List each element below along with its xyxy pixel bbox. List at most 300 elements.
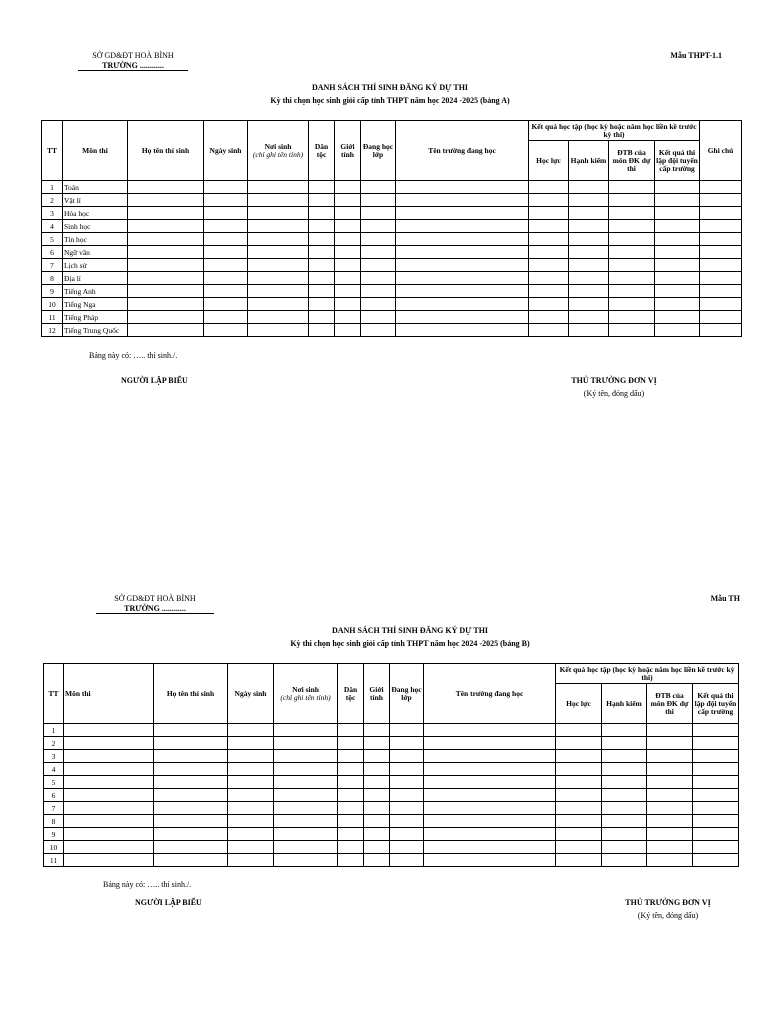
table-cell[interactable] [248, 207, 309, 220]
table-cell[interactable] [396, 311, 529, 324]
table-cell[interactable] [154, 789, 228, 802]
table-cell[interactable] [556, 789, 602, 802]
table-cell[interactable] [204, 181, 248, 194]
table-row [44, 789, 739, 802]
table-cell[interactable] [569, 298, 609, 311]
table-cell[interactable] [309, 272, 335, 285]
table-cell[interactable] [128, 246, 204, 259]
table-cell[interactable] [556, 854, 602, 867]
table-cell[interactable] [700, 194, 742, 207]
table-cell[interactable] [529, 194, 569, 207]
table-cell[interactable] [569, 207, 609, 220]
table-cell[interactable] [569, 233, 609, 246]
header-name: Họ tên thí sinh [154, 664, 228, 724]
table-cell[interactable] [529, 324, 569, 337]
table-row [42, 246, 742, 259]
table-cell[interactable] [335, 285, 361, 298]
header-subject: Môn thi [64, 664, 154, 724]
table-cell[interactable] [396, 194, 529, 207]
table-cell[interactable] [364, 737, 390, 750]
table-cell[interactable] [602, 750, 647, 763]
table-cell[interactable] [248, 324, 309, 337]
table-cell[interactable] [204, 324, 248, 337]
table-cell[interactable] [128, 194, 204, 207]
table-cell[interactable] [424, 724, 556, 737]
table-cell[interactable] [64, 802, 154, 815]
table-cell[interactable] [700, 298, 742, 311]
table-cell[interactable] [655, 246, 700, 259]
table-cell[interactable] [361, 259, 396, 272]
table-cell[interactable] [228, 841, 274, 854]
table-cell[interactable] [361, 246, 396, 259]
table-cell[interactable] [609, 324, 655, 337]
table-cell[interactable] [338, 802, 364, 815]
table-cell[interactable] [274, 776, 338, 789]
table-cell[interactable] [228, 789, 274, 802]
table-cell[interactable] [655, 207, 700, 220]
table-cell[interactable] [248, 259, 309, 272]
table-cell[interactable] [228, 815, 274, 828]
header-results-group: Kết quả học tập (học kỳ hoặc năm học liền kề trước kỳ thi) [529, 121, 700, 141]
table-cell[interactable] [693, 854, 739, 867]
table-cell[interactable] [609, 207, 655, 220]
table-cell[interactable] [364, 724, 390, 737]
table-cell[interactable] [204, 259, 248, 272]
table-cell[interactable] [361, 233, 396, 246]
table-cell[interactable] [609, 311, 655, 324]
table-cell[interactable] [602, 828, 647, 841]
table-cell[interactable] [647, 828, 693, 841]
row-number: 5 [44, 776, 64, 789]
table-cell[interactable] [309, 298, 335, 311]
table-cell[interactable] [338, 750, 364, 763]
table-cell[interactable] [228, 737, 274, 750]
table-cell[interactable] [154, 750, 228, 763]
table-cell[interactable] [529, 259, 569, 272]
table-cell[interactable] [390, 737, 424, 750]
table-cell[interactable] [700, 311, 742, 324]
table-cell[interactable] [228, 724, 274, 737]
table-cell[interactable] [128, 311, 204, 324]
table-cell[interactable] [569, 194, 609, 207]
table-cell[interactable] [609, 181, 655, 194]
table-row [42, 181, 742, 194]
table-cell[interactable] [390, 750, 424, 763]
table-cell[interactable] [361, 311, 396, 324]
table-cell[interactable] [335, 194, 361, 207]
table-cell[interactable] [647, 776, 693, 789]
table-cell[interactable] [248, 285, 309, 298]
table-row [42, 324, 742, 337]
table-cell[interactable] [274, 737, 338, 750]
table-cell[interactable] [228, 828, 274, 841]
table-cell[interactable] [274, 802, 338, 815]
table-cell[interactable] [204, 298, 248, 311]
table-cell[interactable] [64, 737, 154, 750]
table-cell[interactable] [361, 194, 396, 207]
table-cell[interactable] [204, 220, 248, 233]
table-cell[interactable] [569, 259, 609, 272]
table-cell[interactable] [529, 220, 569, 233]
school-name: TRƯỜNG ............ [96, 604, 214, 614]
table-cell[interactable] [396, 220, 529, 233]
table-cell[interactable] [556, 802, 602, 815]
table-cell[interactable] [693, 776, 739, 789]
table-cell[interactable] [338, 724, 364, 737]
candidate-count: Bảng này có: ….. thí sinh./. [103, 880, 192, 889]
table-cell[interactable] [693, 763, 739, 776]
table-cell[interactable] [274, 841, 338, 854]
table-cell[interactable] [609, 285, 655, 298]
table-cell[interactable] [335, 311, 361, 324]
table-cell[interactable] [424, 841, 556, 854]
table-cell[interactable] [556, 763, 602, 776]
table-cell[interactable] [529, 207, 569, 220]
table-cell[interactable] [361, 285, 396, 298]
table-cell[interactable] [424, 828, 556, 841]
table-cell[interactable] [309, 220, 335, 233]
table-cell[interactable] [338, 737, 364, 750]
table-cell[interactable] [248, 298, 309, 311]
table-cell[interactable] [64, 854, 154, 867]
table-cell[interactable] [529, 285, 569, 298]
table-cell[interactable] [364, 854, 390, 867]
table-cell[interactable] [335, 181, 361, 194]
table-cell[interactable] [693, 802, 739, 815]
table-cell[interactable] [609, 194, 655, 207]
table-cell[interactable] [602, 841, 647, 854]
table-cell[interactable] [700, 233, 742, 246]
table-cell[interactable] [396, 324, 529, 337]
table-cell[interactable] [364, 789, 390, 802]
table-cell[interactable] [154, 737, 228, 750]
table-cell[interactable] [154, 802, 228, 815]
table-cell[interactable] [128, 181, 204, 194]
table-cell[interactable] [693, 750, 739, 763]
table-cell[interactable] [390, 789, 424, 802]
table-cell[interactable] [309, 246, 335, 259]
table-cell[interactable] [364, 763, 390, 776]
table-cell[interactable] [556, 841, 602, 854]
table-cell[interactable] [700, 207, 742, 220]
table-cell[interactable] [274, 789, 338, 802]
table-cell[interactable] [647, 854, 693, 867]
table-cell[interactable] [609, 298, 655, 311]
table-cell[interactable] [609, 246, 655, 259]
table-cell[interactable] [361, 298, 396, 311]
table-cell[interactable] [602, 724, 647, 737]
table-cell[interactable] [424, 815, 556, 828]
table-cell[interactable] [128, 324, 204, 337]
table-cell[interactable] [228, 750, 274, 763]
table-cell[interactable] [396, 181, 529, 194]
table-cell[interactable] [569, 285, 609, 298]
table-cell[interactable] [700, 246, 742, 259]
header-name: Họ tên thí sinh [128, 121, 204, 181]
table-cell[interactable] [228, 763, 274, 776]
table-cell[interactable] [390, 724, 424, 737]
table-cell[interactable] [655, 272, 700, 285]
table-cell[interactable] [569, 220, 609, 233]
table-cell[interactable] [390, 815, 424, 828]
table-cell[interactable] [361, 181, 396, 194]
table-cell[interactable] [154, 841, 228, 854]
table-cell[interactable] [529, 246, 569, 259]
table-cell[interactable] [274, 724, 338, 737]
table-row [44, 841, 739, 854]
table-cell[interactable] [529, 311, 569, 324]
table-cell[interactable] [309, 259, 335, 272]
table-cell[interactable] [128, 233, 204, 246]
table-cell[interactable] [609, 259, 655, 272]
table-cell[interactable] [655, 259, 700, 272]
table-cell[interactable] [424, 789, 556, 802]
table-cell[interactable] [64, 841, 154, 854]
row-number: 3 [44, 750, 64, 763]
table-cell[interactable] [335, 324, 361, 337]
table-cell[interactable] [364, 750, 390, 763]
table-cell[interactable] [390, 763, 424, 776]
table-cell[interactable] [700, 220, 742, 233]
table-cell[interactable] [154, 724, 228, 737]
table-cell[interactable] [309, 233, 335, 246]
table-cell[interactable] [602, 763, 647, 776]
table-cell[interactable] [204, 285, 248, 298]
table-cell[interactable] [424, 854, 556, 867]
table-cell[interactable] [396, 272, 529, 285]
table-cell[interactable] [364, 802, 390, 815]
table-cell[interactable] [529, 298, 569, 311]
header-ethnicity: Dân tộc [338, 664, 364, 724]
table-cell[interactable] [154, 776, 228, 789]
row-subject: Tiếng Nga [63, 298, 128, 311]
table-cell[interactable] [228, 776, 274, 789]
table-cell[interactable] [248, 233, 309, 246]
table-cell[interactable] [64, 724, 154, 737]
table-cell[interactable] [274, 763, 338, 776]
table-cell[interactable] [338, 841, 364, 854]
table-cell[interactable] [556, 750, 602, 763]
table-cell[interactable] [602, 737, 647, 750]
table-cell[interactable] [569, 246, 609, 259]
row-number: 7 [42, 259, 63, 272]
table-cell[interactable] [556, 737, 602, 750]
table-cell[interactable] [361, 207, 396, 220]
table-cell[interactable] [655, 233, 700, 246]
table-cell[interactable] [364, 776, 390, 789]
table-cell[interactable] [396, 285, 529, 298]
table-cell[interactable] [396, 298, 529, 311]
table-cell[interactable] [424, 750, 556, 763]
table-cell[interactable] [647, 763, 693, 776]
table-cell[interactable] [700, 259, 742, 272]
table-cell[interactable] [693, 724, 739, 737]
header-gender: Giới tính [364, 664, 390, 724]
table-cell[interactable] [128, 259, 204, 272]
table-cell[interactable] [204, 311, 248, 324]
table-cell[interactable] [338, 854, 364, 867]
table-cell[interactable] [204, 207, 248, 220]
table-cell[interactable] [396, 233, 529, 246]
table-cell[interactable] [655, 220, 700, 233]
table-cell[interactable] [556, 828, 602, 841]
table-cell[interactable] [655, 298, 700, 311]
table-cell[interactable] [361, 220, 396, 233]
table-cell[interactable] [424, 776, 556, 789]
table-cell[interactable] [569, 311, 609, 324]
table-cell[interactable] [128, 298, 204, 311]
table-cell[interactable] [64, 789, 154, 802]
table-cell[interactable] [569, 272, 609, 285]
table-cell[interactable] [390, 802, 424, 815]
table-cell[interactable] [647, 802, 693, 815]
table-cell[interactable] [335, 220, 361, 233]
table-cell[interactable] [390, 854, 424, 867]
table-cell[interactable] [693, 841, 739, 854]
table-cell[interactable] [204, 272, 248, 285]
table-cell[interactable] [556, 815, 602, 828]
table-cell[interactable] [248, 194, 309, 207]
table-cell[interactable] [338, 763, 364, 776]
table-cell[interactable] [700, 181, 742, 194]
table-cell[interactable] [335, 298, 361, 311]
table-cell[interactable] [364, 828, 390, 841]
table-cell[interactable] [602, 789, 647, 802]
table-cell[interactable] [338, 828, 364, 841]
table-cell[interactable] [602, 815, 647, 828]
table-cell[interactable] [204, 194, 248, 207]
table-cell[interactable] [647, 789, 693, 802]
table-cell[interactable] [700, 324, 742, 337]
table-cell[interactable] [529, 181, 569, 194]
table-cell[interactable] [655, 285, 700, 298]
table-cell[interactable] [309, 311, 335, 324]
table-cell[interactable] [602, 802, 647, 815]
table-cell[interactable] [309, 285, 335, 298]
table-cell[interactable] [390, 828, 424, 841]
header-class: Đang học lớp [361, 121, 396, 181]
table-cell[interactable] [64, 750, 154, 763]
table-cell[interactable] [338, 789, 364, 802]
table-cell[interactable] [228, 802, 274, 815]
row-number: 1 [44, 724, 64, 737]
table-cell[interactable] [128, 220, 204, 233]
table-cell[interactable] [569, 324, 609, 337]
table-cell[interactable] [424, 802, 556, 815]
table-cell[interactable] [693, 828, 739, 841]
table-cell[interactable] [424, 737, 556, 750]
table-cell[interactable] [154, 854, 228, 867]
table-cell[interactable] [700, 272, 742, 285]
table-cell[interactable] [390, 776, 424, 789]
table-cell[interactable] [274, 854, 338, 867]
table-cell[interactable] [309, 194, 335, 207]
table-cell[interactable] [64, 828, 154, 841]
table-cell[interactable] [556, 776, 602, 789]
table-cell[interactable] [309, 181, 335, 194]
table-cell[interactable] [228, 854, 274, 867]
table-cell[interactable] [529, 272, 569, 285]
table-cell[interactable] [309, 324, 335, 337]
table-cell[interactable] [338, 776, 364, 789]
table-cell[interactable] [602, 854, 647, 867]
table-cell[interactable] [424, 763, 556, 776]
table-cell[interactable] [154, 828, 228, 841]
table-cell[interactable] [274, 750, 338, 763]
table-cell[interactable] [204, 233, 248, 246]
table-cell[interactable] [602, 776, 647, 789]
table-cell[interactable] [647, 815, 693, 828]
table-cell[interactable] [274, 828, 338, 841]
table-row [42, 220, 742, 233]
table-cell[interactable] [655, 181, 700, 194]
table-cell[interactable] [128, 207, 204, 220]
table-cell[interactable] [364, 841, 390, 854]
table-cell[interactable] [274, 815, 338, 828]
table-cell[interactable] [390, 841, 424, 854]
table-cell[interactable] [609, 220, 655, 233]
table-cell[interactable] [647, 841, 693, 854]
table-cell[interactable] [655, 324, 700, 337]
table-row [44, 750, 739, 763]
table-cell[interactable] [693, 789, 739, 802]
table-cell[interactable] [361, 324, 396, 337]
table-cell[interactable] [128, 285, 204, 298]
table-cell[interactable] [128, 272, 204, 285]
table-cell[interactable] [309, 207, 335, 220]
table-cell[interactable] [569, 181, 609, 194]
table-cell[interactable] [248, 311, 309, 324]
table-cell[interactable] [335, 246, 361, 259]
table-cell[interactable] [396, 207, 529, 220]
table-cell[interactable] [364, 815, 390, 828]
table-cell[interactable] [335, 259, 361, 272]
table-cell[interactable] [338, 815, 364, 828]
table-cell[interactable] [64, 815, 154, 828]
table-cell[interactable] [396, 259, 529, 272]
table-cell[interactable] [693, 815, 739, 828]
table-cell[interactable] [655, 311, 700, 324]
table-row [44, 776, 739, 789]
table-cell[interactable] [361, 272, 396, 285]
table-cell[interactable] [64, 763, 154, 776]
table-cell[interactable] [693, 737, 739, 750]
table-cell[interactable] [204, 246, 248, 259]
table-cell[interactable] [154, 763, 228, 776]
header-academic: Học lực [556, 684, 602, 724]
table-cell[interactable] [248, 272, 309, 285]
table-cell[interactable] [655, 194, 700, 207]
table-cell[interactable] [396, 246, 529, 259]
table-cell[interactable] [529, 233, 569, 246]
table-cell[interactable] [647, 750, 693, 763]
table-cell[interactable] [64, 776, 154, 789]
table-cell[interactable] [647, 724, 693, 737]
table-cell[interactable] [248, 181, 309, 194]
table-cell[interactable] [335, 272, 361, 285]
table-cell[interactable] [647, 737, 693, 750]
table-cell[interactable] [700, 285, 742, 298]
row-subject: Sinh học [63, 220, 128, 233]
table-cell[interactable] [335, 233, 361, 246]
table-cell[interactable] [248, 246, 309, 259]
table-cell[interactable] [556, 724, 602, 737]
table-cell[interactable] [335, 207, 361, 220]
table-cell[interactable] [248, 220, 309, 233]
table-cell[interactable] [609, 233, 655, 246]
table-cell[interactable] [154, 815, 228, 828]
table-cell[interactable] [609, 272, 655, 285]
